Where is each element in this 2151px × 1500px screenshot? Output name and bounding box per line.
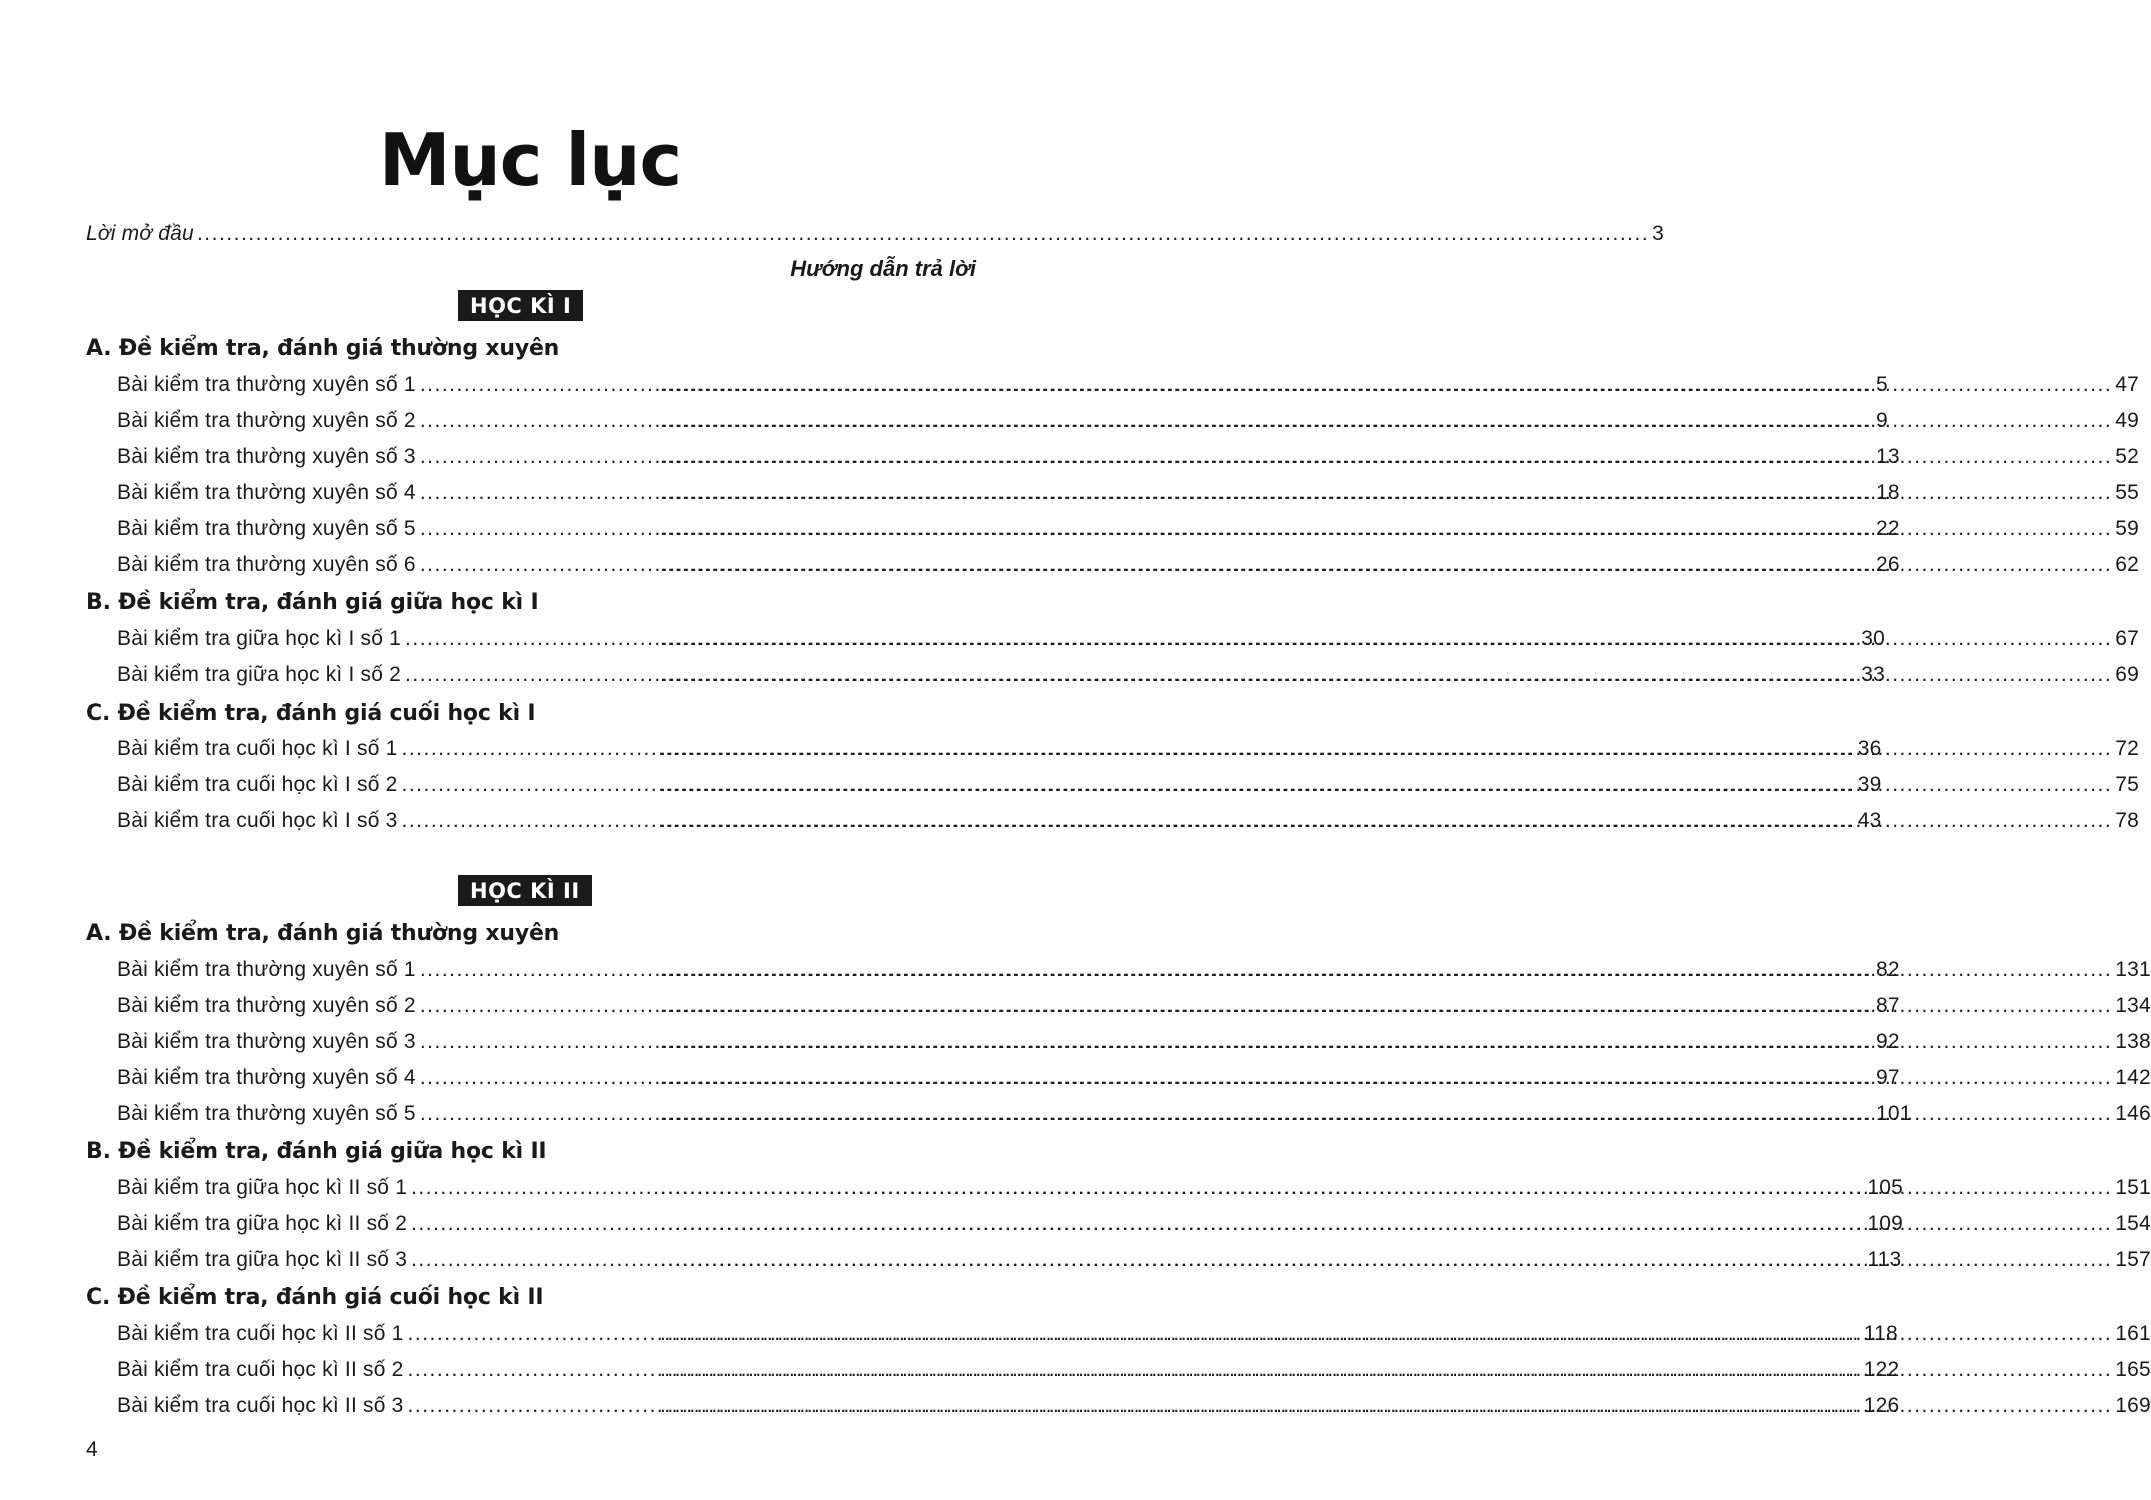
entry-label: Bài kiểm tra thường xuyên số 6 [117, 553, 416, 576]
leader-dots [660, 481, 2112, 505]
answer-part [657, 1212, 2151, 1236]
answer-part [657, 994, 2151, 1018]
entry-label: Bài kiểm tra thường xuyên số 2 [117, 994, 416, 1017]
page-title: Mục lục [378, 118, 682, 202]
question-page: 87 [1876, 994, 1900, 1017]
answer-page: 151 [2115, 1176, 2151, 1199]
question-part [117, 553, 1900, 577]
leader-dots [660, 994, 2112, 1018]
question-part [117, 409, 1888, 433]
entry-label: Bài kiểm tra cuối học kì II số 1 [117, 1322, 404, 1345]
question-part [117, 958, 1900, 982]
leader-dots [660, 1358, 2112, 1382]
intro-page: 3 [1652, 222, 1665, 245]
question-page: 126 [1863, 1394, 1900, 1417]
answer-page: 165 [2115, 1358, 2151, 1381]
leader-dots [660, 773, 2112, 797]
answer-page: 47 [2115, 373, 2139, 396]
answer-part [657, 737, 2139, 761]
entry-label: Bài kiểm tra thường xuyên số 1 [117, 373, 416, 396]
leader-dots [660, 1212, 2112, 1236]
toc-entry[interactable] [117, 994, 2151, 1018]
entry-label: Bài kiểm tra thường xuyên số 4 [117, 481, 416, 504]
semester-badge: HỌC KÌ I [458, 290, 583, 321]
leader-dots [660, 1322, 2112, 1346]
question-page: 39 [1857, 773, 1882, 796]
semester-badge: HỌC KÌ II [458, 875, 592, 906]
question-page: 22 [1876, 517, 1900, 540]
entry-label: Bài kiểm tra cuối học kì I số 1 [117, 737, 398, 760]
toc-entry[interactable] [117, 1176, 2151, 1200]
question-page: 109 [1867, 1212, 1903, 1235]
question-part [117, 1176, 1903, 1200]
leader-dots [660, 553, 2112, 577]
answer-page: 49 [2115, 409, 2139, 432]
section-heading: C. Đề kiểm tra, đánh giá cuối học kì II [86, 1285, 544, 1310]
answer-part [657, 958, 2151, 982]
intro-label: Lời mở đầu [86, 222, 194, 245]
answer-page: 78 [2115, 809, 2139, 832]
toc-entry[interactable] [117, 409, 2139, 433]
section-heading: C. Đề kiểm tra, đánh giá cuối học kì I [86, 701, 536, 726]
answer-part [657, 627, 2139, 651]
question-page: 97 [1876, 1066, 1900, 1089]
question-page: 113 [1867, 1248, 1902, 1271]
question-page: 101 [1876, 1102, 1912, 1125]
entry-label: Bài kiểm tra giữa học kì II số 3 [117, 1248, 408, 1271]
question-page: 105 [1867, 1176, 1903, 1199]
question-page: 36 [1857, 737, 1882, 760]
question-page: 26 [1876, 553, 1900, 576]
question-part [117, 773, 1882, 797]
answer-part [657, 1358, 2151, 1382]
entry-label: Bài kiểm tra cuối học kì I số 2 [117, 773, 398, 796]
answer-page: 146 [2115, 1102, 2151, 1125]
entry-label: Bài kiểm tra giữa học kì II số 2 [117, 1212, 408, 1235]
toc-entry[interactable] [117, 809, 2139, 833]
answer-page: 142 [2115, 1066, 2151, 1089]
question-part [117, 445, 1900, 469]
toc-entry[interactable] [117, 627, 2139, 651]
toc-entry[interactable] [117, 1322, 2151, 1346]
leader-dots [660, 663, 2112, 687]
answer-page: 52 [2115, 445, 2139, 468]
question-page: 92 [1876, 1030, 1900, 1053]
leader-dots [660, 373, 2112, 397]
answer-page: 169 [2115, 1394, 2151, 1417]
question-part [117, 1212, 1903, 1236]
entry-label: Bài kiểm tra cuối học kì I số 3 [117, 809, 398, 832]
question-page: 18 [1876, 481, 1900, 504]
toc-entry[interactable] [117, 1212, 2151, 1236]
answer-part [657, 481, 2139, 505]
entry-label: Bài kiểm tra thường xuyên số 3 [117, 1030, 416, 1053]
answer-page: 55 [2115, 481, 2139, 504]
question-part [117, 481, 1900, 505]
answer-part [657, 409, 2139, 433]
section-heading: B. Đề kiểm tra, đánh giá giữa học kì II [86, 1139, 547, 1164]
answer-part [657, 1322, 2151, 1346]
answer-page: 62 [2115, 553, 2139, 576]
toc-entry[interactable] [117, 663, 2139, 687]
answer-part [657, 373, 2139, 397]
leader-dots [660, 958, 2112, 982]
question-part [117, 1248, 1902, 1272]
answer-part [657, 1248, 2151, 1272]
question-part [117, 627, 1886, 651]
toc-entry[interactable] [117, 1030, 2151, 1054]
leader-dots [660, 809, 2112, 833]
answer-part [657, 1176, 2151, 1200]
entry-label: Bài kiểm tra cuối học kì II số 2 [117, 1358, 404, 1381]
leader-dots [660, 409, 2112, 433]
question-part [117, 373, 1888, 397]
entry-label: Bài kiểm tra thường xuyên số 2 [117, 409, 416, 432]
leader-dots [660, 445, 2112, 469]
question-part [117, 1322, 1898, 1346]
answer-part [657, 809, 2139, 833]
answer-page: 138 [2115, 1030, 2151, 1053]
entry-label: Bài kiểm tra thường xuyên số 5 [117, 1102, 416, 1125]
question-part [117, 517, 1900, 541]
leader-dots [660, 517, 2112, 541]
answer-page: 161 [2115, 1322, 2151, 1345]
question-part [117, 809, 1882, 833]
question-part [117, 737, 1882, 761]
question-page: 33 [1861, 663, 1886, 686]
leader-dots [660, 1394, 2112, 1418]
answer-part [657, 445, 2139, 469]
answer-page: 157 [2115, 1248, 2151, 1271]
question-page: 82 [1876, 958, 1900, 981]
entry-label: Bài kiểm tra giữa học kì I số 2 [117, 663, 402, 686]
toc-entry[interactable] [117, 737, 2139, 761]
answer-part [657, 773, 2139, 797]
toc-entry[interactable] [117, 1358, 2151, 1382]
question-page: 43 [1857, 809, 1882, 832]
question-part [117, 1066, 1900, 1090]
question-page: 9 [1876, 409, 1888, 432]
answer-page: 131 [2115, 958, 2151, 981]
toc-entry[interactable] [117, 1394, 2151, 1418]
question-part [117, 1102, 1912, 1126]
toc-entry[interactable] [117, 553, 2139, 577]
answer-part [657, 1066, 2151, 1090]
entry-label: Bài kiểm tra giữa học kì II số 1 [117, 1176, 408, 1199]
toc-entry[interactable] [117, 773, 2139, 797]
leader-dots [660, 737, 2112, 761]
answer-part [657, 663, 2139, 687]
section-heading: A. Đề kiểm tra, đánh giá thường xuyên [86, 921, 560, 946]
toc-entry[interactable] [117, 1248, 2151, 1272]
question-page: 122 [1863, 1358, 1900, 1381]
leader-dots [197, 222, 1649, 246]
answer-page: 154 [2115, 1212, 2151, 1235]
answer-page: 59 [2115, 517, 2139, 540]
leader-dots [660, 1176, 2112, 1200]
answer-part [657, 1394, 2151, 1418]
answer-part [657, 1102, 2151, 1126]
entry-label: Bài kiểm tra cuối học kì II số 3 [117, 1394, 404, 1417]
section-heading: B. Đề kiểm tra, đánh giá giữa học kì I [86, 590, 539, 615]
question-page: 118 [1863, 1322, 1898, 1345]
intro-entry[interactable] [86, 222, 1665, 246]
entry-label: Bài kiểm tra thường xuyên số 5 [117, 517, 416, 540]
toc-entry[interactable] [117, 445, 2139, 469]
toc-entry[interactable] [117, 373, 2139, 397]
entry-label: Bài kiểm tra thường xuyên số 3 [117, 445, 416, 468]
answer-page: 134 [2115, 994, 2151, 1017]
leader-dots [660, 1066, 2112, 1090]
leader-dots [660, 1102, 2112, 1126]
toc-entry[interactable] [117, 1066, 2151, 1090]
answer-part [657, 517, 2139, 541]
answer-column-header: Hướng dẫn trả lời [790, 256, 976, 281]
question-part [117, 663, 1886, 687]
answer-page: 69 [2115, 663, 2139, 686]
entry-label: Bài kiểm tra thường xuyên số 4 [117, 1066, 416, 1089]
answer-page: 72 [2115, 737, 2139, 760]
question-part [117, 1030, 1900, 1054]
page-number: 4 [86, 1438, 98, 1461]
question-part [117, 994, 1900, 1018]
entry-label: Bài kiểm tra giữa học kì I số 1 [117, 627, 402, 650]
leader-dots [660, 1030, 2112, 1054]
answer-page: 75 [2115, 773, 2139, 796]
question-part [117, 1394, 1900, 1418]
toc-entry[interactable] [117, 1102, 2151, 1126]
toc-entry[interactable] [117, 481, 2139, 505]
question-part [117, 1358, 1900, 1382]
toc-entry[interactable] [117, 958, 2151, 982]
question-page: 30 [1861, 627, 1886, 650]
leader-dots [660, 627, 2112, 651]
toc-entry[interactable] [117, 517, 2139, 541]
question-page: 13 [1876, 445, 1900, 468]
entry-label: Bài kiểm tra thường xuyên số 1 [117, 958, 416, 981]
question-page: 5 [1876, 373, 1888, 396]
leader-dots [660, 1248, 2112, 1272]
answer-page: 67 [2115, 627, 2139, 650]
section-heading: A. Đề kiểm tra, đánh giá thường xuyên [86, 336, 560, 361]
answer-part [657, 553, 2139, 577]
answer-part [657, 1030, 2151, 1054]
